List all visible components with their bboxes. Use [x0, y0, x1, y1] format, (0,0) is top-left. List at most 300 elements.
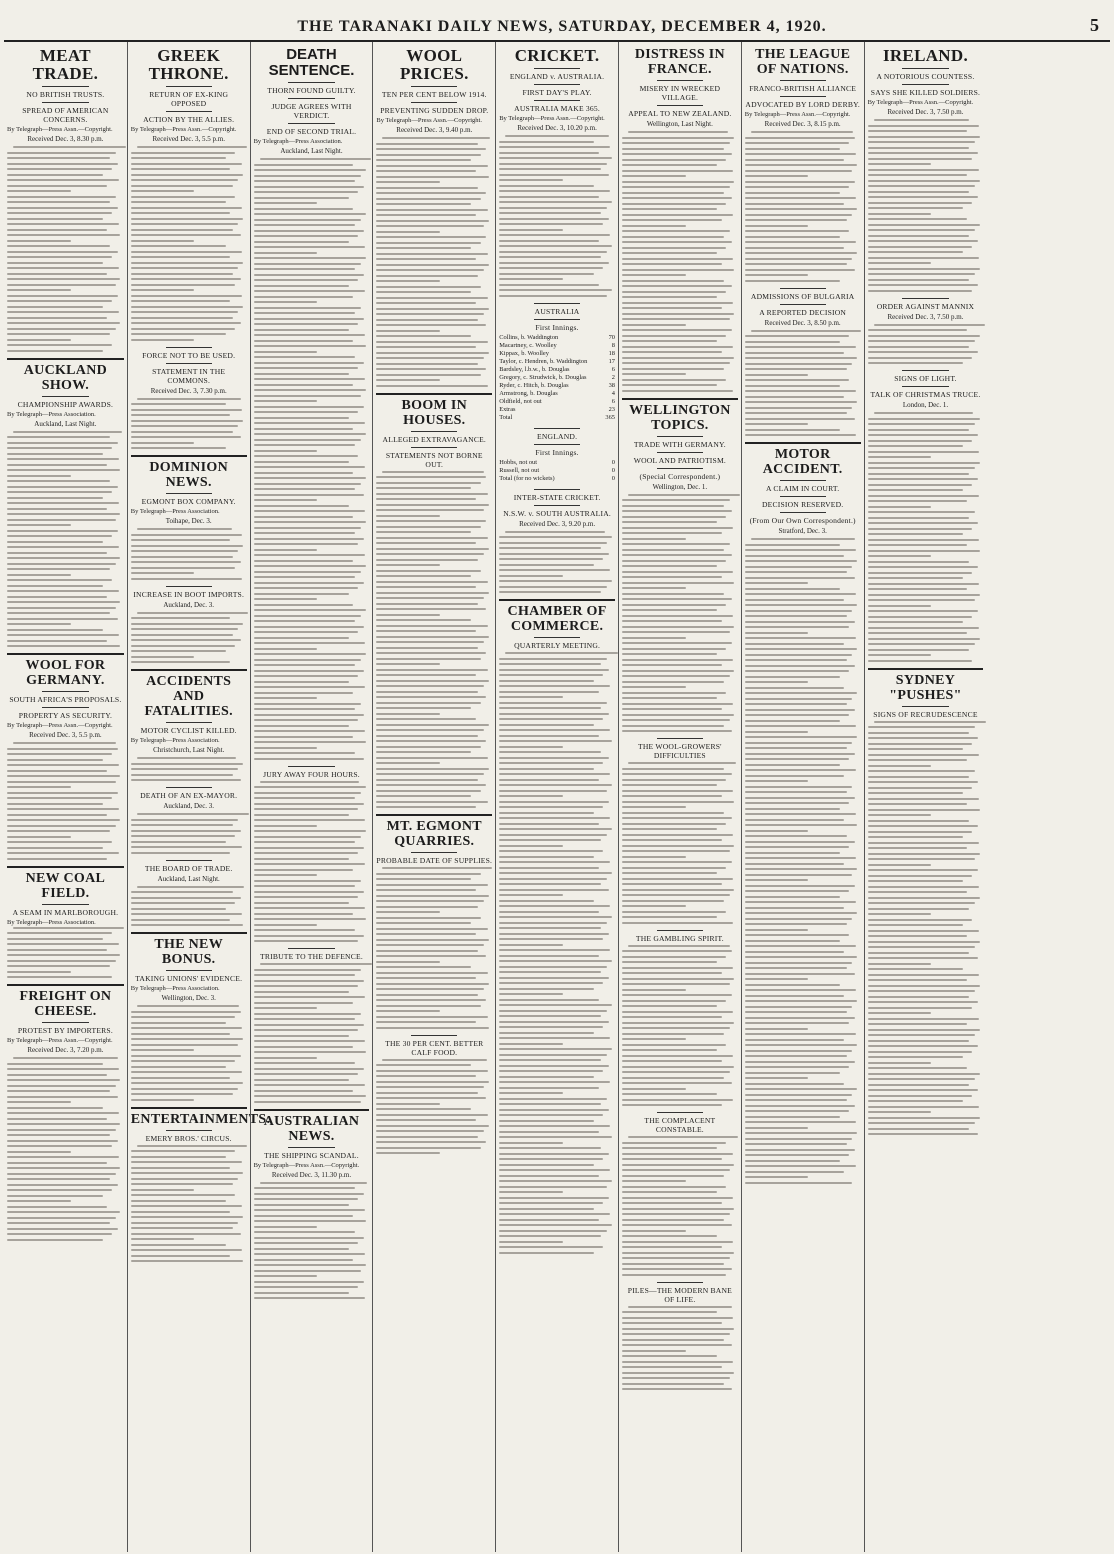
- short-rule: [657, 738, 703, 739]
- article: [868, 370, 984, 662]
- text-line: [499, 1164, 594, 1166]
- text-line: [131, 339, 195, 341]
- text-line: [868, 1029, 980, 1031]
- text-line: [622, 1355, 717, 1357]
- text-line: [131, 830, 241, 832]
- text-line: [745, 341, 840, 343]
- article-headline: CRICKET.: [514, 46, 600, 65]
- text-line: [745, 549, 856, 551]
- text-line: [376, 476, 486, 478]
- text-line: [505, 531, 605, 533]
- dateline: London, Dec. 1.: [902, 401, 949, 409]
- text-line: [622, 609, 717, 611]
- text-line: [260, 781, 360, 783]
- text-line: [745, 214, 853, 216]
- text-line: [868, 754, 979, 756]
- text-line: [376, 154, 480, 156]
- text-line: [7, 333, 110, 335]
- text-line: [868, 820, 970, 822]
- batsman: Ryder, c. Hitch, b. Douglas: [499, 381, 569, 389]
- text-line: [499, 1070, 603, 1072]
- article: [131, 787, 247, 854]
- text-line: [622, 730, 732, 732]
- article-subheading: FORCE NOT TO BE USED.: [142, 350, 236, 360]
- score-row: [499, 398, 615, 406]
- text-line: [7, 317, 107, 319]
- text-line: [745, 1154, 849, 1156]
- article-subheading: A SEAM IN MARLBOROUGH.: [12, 907, 119, 917]
- text-line: [622, 587, 686, 589]
- text-line: [137, 612, 248, 614]
- text-line: [254, 1101, 362, 1103]
- text-line: [7, 541, 103, 543]
- dateline: Auckland, Last Night.: [34, 419, 97, 428]
- text-line: [868, 1067, 968, 1069]
- text-line: [868, 732, 970, 734]
- article-subheading: INTER-STATE CRICKET.: [513, 492, 601, 502]
- text-line: [131, 1156, 226, 1158]
- batsman: Total: [499, 413, 513, 421]
- text-line: [7, 775, 120, 777]
- text-line: [499, 911, 599, 913]
- text-line: [376, 636, 488, 638]
- text-line: [499, 284, 599, 286]
- text-line: [868, 748, 963, 750]
- text-line: [7, 797, 112, 799]
- text-line: [254, 1292, 349, 1294]
- text-line: [868, 174, 968, 176]
- text-line: [868, 550, 980, 552]
- text-line: [7, 344, 112, 346]
- text-line: [868, 262, 932, 264]
- text-line: [745, 1110, 849, 1112]
- text-line: [7, 300, 112, 302]
- short-rule: [657, 1282, 703, 1283]
- text-line: [868, 1023, 968, 1025]
- article-subheading: STATEMENTS NOT BORNE OUT.: [385, 450, 483, 469]
- text-line: [622, 236, 724, 238]
- text-line: [499, 542, 607, 544]
- text-line: [254, 378, 365, 380]
- text-line: [622, 850, 730, 852]
- short-rule: [42, 707, 89, 708]
- text-line: [499, 1059, 601, 1061]
- text-line: [131, 267, 239, 269]
- text-line: [131, 317, 233, 319]
- text-line: [254, 263, 362, 265]
- text-line: [7, 618, 118, 620]
- text-line: [7, 502, 119, 504]
- text-line: [382, 1059, 486, 1061]
- text-line: [622, 1191, 717, 1193]
- article-headline: WOOL FOR GERMANY.: [25, 658, 106, 688]
- text-line: [868, 478, 978, 480]
- text-line: [868, 897, 980, 899]
- masthead: [4, 0, 1110, 42]
- telegraph-credit: By Telegraph—Press Assn.—Copyright.: [376, 117, 482, 124]
- text-line: [7, 152, 116, 154]
- text-line: [499, 779, 599, 781]
- text-line: [7, 1074, 107, 1076]
- text-line: [622, 642, 732, 644]
- text-line: [7, 579, 112, 581]
- score-row: [499, 406, 615, 414]
- text-line: [622, 878, 733, 880]
- text-line: [131, 218, 243, 220]
- text-line: [13, 146, 126, 148]
- text-line: [499, 993, 563, 995]
- text-line: [7, 764, 119, 766]
- text-line: [254, 1095, 366, 1097]
- text-line: [745, 786, 853, 788]
- text-line: [7, 469, 120, 471]
- text-line: [499, 1197, 609, 1199]
- text-line: [499, 1032, 594, 1034]
- text-line: [745, 962, 853, 964]
- text-line: [499, 795, 563, 797]
- text-line: [254, 180, 356, 182]
- text-line: [131, 846, 242, 848]
- text-line: [254, 830, 366, 832]
- article-subheading: FIRST DAY'S PLAY.: [522, 88, 592, 97]
- text-line: [7, 852, 119, 854]
- text-line: [499, 1076, 594, 1078]
- text-line: [254, 1281, 364, 1283]
- text-line: [868, 809, 980, 811]
- article-subheading: TAKING UNIONS' EVIDENCE.: [135, 974, 243, 983]
- text-line: [7, 546, 119, 548]
- text-line: [868, 1089, 978, 1091]
- text-line: [868, 798, 979, 800]
- text-line: [622, 538, 686, 540]
- text-line: [745, 604, 857, 606]
- text-line: [622, 1328, 734, 1330]
- text-line: [499, 1241, 563, 1243]
- text-line: [868, 495, 979, 497]
- text-line: [868, 803, 968, 805]
- text-line: [7, 328, 116, 330]
- text-line: [499, 784, 611, 786]
- text-line: [376, 214, 476, 216]
- text-line: [499, 1109, 609, 1111]
- text-line: [622, 1104, 722, 1106]
- text-line: [254, 686, 365, 688]
- text-line: [7, 350, 103, 352]
- text-line: [7, 289, 71, 291]
- text-line: [376, 487, 471, 489]
- text-line: [131, 1060, 235, 1062]
- text-line: [868, 429, 970, 431]
- text-line: [376, 917, 480, 919]
- text-line: [622, 1088, 686, 1090]
- text-line: [745, 1044, 857, 1046]
- text-line: [622, 241, 732, 243]
- text-line: [137, 398, 241, 400]
- article: [130, 1107, 271, 1263]
- text-line: [131, 1205, 242, 1207]
- article-subheading: (From Our Own Correspondent.): [749, 516, 856, 525]
- short-rule: [411, 852, 457, 853]
- article: [622, 1112, 738, 1276]
- short-rule: [534, 428, 580, 429]
- text-line: [622, 845, 734, 847]
- text-line: [376, 977, 476, 979]
- text-line: [622, 142, 730, 144]
- text-line: [131, 763, 243, 765]
- text-line: [131, 190, 195, 192]
- text-line: [254, 1264, 366, 1266]
- text-line: [376, 1136, 478, 1138]
- article-subheading: JUDGE AGREES WITH VERDICT.: [271, 102, 352, 120]
- text-line: [499, 157, 611, 159]
- column-rule: [376, 393, 492, 395]
- text-line: [622, 675, 730, 677]
- text-line: [7, 508, 107, 510]
- article: [499, 599, 615, 1254]
- text-line: [499, 569, 610, 571]
- text-line: [745, 654, 853, 656]
- text-line: [376, 308, 488, 310]
- text-line: [622, 972, 722, 974]
- text-line: [7, 251, 118, 253]
- text-line: [499, 674, 603, 676]
- text-line: [254, 312, 356, 314]
- text-line: [745, 643, 845, 645]
- text-line: [376, 335, 471, 337]
- text-line: [7, 552, 107, 554]
- text-line: [868, 891, 968, 893]
- text-line: [7, 819, 120, 821]
- masthead-title: THE TARANAKI DAILY NEWS, SATURDAY, DECEMBER 4, 1920.: [297, 18, 827, 35]
- score-row: [499, 382, 615, 390]
- text-line: [499, 839, 601, 841]
- text-line: [622, 648, 726, 650]
- text-line: [745, 423, 809, 425]
- short-rule: [657, 436, 703, 437]
- text-line: [868, 781, 978, 783]
- text-line: [7, 1101, 71, 1103]
- text-line: [7, 1145, 112, 1147]
- text-line: [745, 621, 855, 623]
- text-line: [376, 1125, 488, 1127]
- text-line: [622, 252, 717, 254]
- text-line: [868, 974, 979, 976]
- text-line: [745, 219, 847, 221]
- text-line: [868, 869, 978, 871]
- text-line: [622, 1361, 733, 1363]
- text-line: [745, 192, 840, 194]
- score-row: [499, 414, 615, 422]
- text-line: [745, 269, 855, 271]
- text-line: [376, 939, 488, 941]
- article-subheading: N.S.W. v. SOUTH AUSTRALIA.: [503, 508, 611, 518]
- text-line: [622, 214, 733, 216]
- text-line: [7, 954, 120, 956]
- text-line: [254, 285, 349, 287]
- text-line: [622, 817, 732, 819]
- text-line: [254, 885, 356, 887]
- column-rule: [254, 1109, 370, 1111]
- text-line: [7, 1140, 118, 1142]
- text-line: [254, 825, 318, 827]
- text-line: [622, 379, 726, 381]
- text-line: [868, 985, 980, 987]
- runs: 6: [611, 397, 615, 405]
- column-7: [741, 42, 864, 1552]
- text-line: [622, 225, 686, 227]
- text-line: [131, 539, 231, 541]
- text-line: [254, 730, 365, 732]
- text-line: [131, 545, 243, 547]
- text-line: [499, 1213, 610, 1215]
- column-rule: [131, 1107, 247, 1109]
- text-line: [499, 580, 611, 582]
- text-line: [499, 1103, 601, 1105]
- text-line: [622, 598, 732, 600]
- article: [868, 668, 984, 1136]
- text-line: [499, 1087, 599, 1089]
- text-line: [131, 152, 235, 154]
- text-line: [131, 1216, 243, 1218]
- text-line: [131, 262, 243, 264]
- text-line: [499, 834, 607, 836]
- text-line: [376, 236, 486, 238]
- text-line: [499, 1010, 607, 1012]
- text-line: [7, 1107, 103, 1109]
- text-line: [745, 368, 847, 370]
- column-3: [250, 42, 373, 1552]
- text-line: [622, 659, 733, 661]
- text-line: [622, 1099, 733, 1101]
- text-line: [131, 835, 235, 837]
- text-line: [868, 963, 932, 965]
- text-line: [254, 836, 362, 838]
- text-line: [254, 626, 364, 628]
- text-line: [131, 234, 241, 236]
- text-line: [254, 477, 366, 479]
- text-line: [622, 274, 686, 276]
- text-line: [745, 648, 857, 650]
- text-line: [254, 307, 362, 309]
- text-line: [254, 1013, 362, 1015]
- text-line: [622, 686, 686, 688]
- text-line: [622, 1142, 726, 1144]
- text-line: [137, 1145, 247, 1147]
- text-line: [622, 784, 717, 786]
- text-line: [131, 634, 233, 636]
- text-line: [499, 1081, 610, 1083]
- text-line: [622, 1252, 734, 1254]
- text-line: [622, 1268, 732, 1270]
- article-subheading: WOOL AND PATRIOTISM.: [633, 455, 726, 465]
- text-line: [254, 345, 366, 347]
- text-line: [254, 290, 365, 292]
- text-line: [131, 891, 233, 893]
- text-line: [7, 306, 103, 308]
- short-rule: [411, 447, 457, 448]
- text-line: [745, 692, 857, 694]
- text-line: [254, 334, 365, 336]
- article-headline: GREEK THRONE.: [148, 46, 229, 83]
- text-line: [7, 519, 116, 521]
- text-line: [7, 1085, 116, 1087]
- text-line: [7, 932, 112, 934]
- article: [622, 47, 738, 392]
- score-row: [499, 459, 615, 467]
- text-line: [376, 999, 486, 1001]
- short-rule: [780, 288, 826, 289]
- text-line: [254, 631, 358, 633]
- text-line: [622, 521, 717, 523]
- text-line: [254, 549, 318, 551]
- text-line: [131, 1066, 226, 1068]
- text-line: [7, 339, 71, 341]
- short-rule: [411, 86, 457, 87]
- runs: 38: [608, 381, 615, 389]
- text-line: [622, 307, 722, 309]
- text-line: [254, 1187, 356, 1189]
- text-line: [499, 729, 610, 731]
- text-line: [254, 1204, 349, 1206]
- text-line: [868, 726, 976, 728]
- text-line: [499, 966, 607, 968]
- text-line: [131, 1255, 231, 1257]
- text-line: [131, 1022, 226, 1024]
- text-line: [7, 535, 112, 537]
- text-line: [745, 973, 855, 975]
- text-line: [499, 1120, 594, 1122]
- dateline: Received Dec. 3, 8.50 p.m.: [764, 318, 841, 327]
- text-line: [622, 653, 717, 655]
- text-line: [745, 940, 840, 942]
- text-line: [376, 537, 487, 539]
- text-line: [254, 841, 356, 843]
- text-line: [868, 346, 970, 348]
- text-line: [376, 385, 487, 387]
- text-line: [254, 913, 354, 915]
- text-line: [622, 137, 734, 139]
- text-line: [254, 1051, 366, 1053]
- text-line: [131, 229, 233, 231]
- score-row: [499, 390, 615, 398]
- text-line: [745, 197, 856, 199]
- text-line: [499, 262, 609, 264]
- text-line: [254, 1286, 358, 1288]
- text-line: [254, 1018, 356, 1020]
- runs: 2: [611, 373, 615, 381]
- short-rule: [534, 303, 580, 304]
- text-line: [376, 1092, 478, 1094]
- text-line: [622, 186, 730, 188]
- text-line: [7, 212, 112, 214]
- text-line: [254, 175, 362, 177]
- text-line: [745, 555, 845, 557]
- text-line: [7, 753, 112, 755]
- text-line: [868, 572, 972, 574]
- text-line: [745, 258, 853, 260]
- text-line: [7, 1173, 116, 1175]
- text-line: [622, 505, 724, 507]
- text-line: [376, 319, 478, 321]
- text-line: [622, 1164, 734, 1166]
- text-line: [131, 819, 239, 821]
- article-headline: MEAT TRADE.: [32, 46, 99, 83]
- text-line: [622, 950, 732, 952]
- text-line: [254, 208, 354, 210]
- short-rule: [657, 930, 703, 931]
- text-line: [254, 692, 354, 694]
- text-line: [868, 489, 963, 491]
